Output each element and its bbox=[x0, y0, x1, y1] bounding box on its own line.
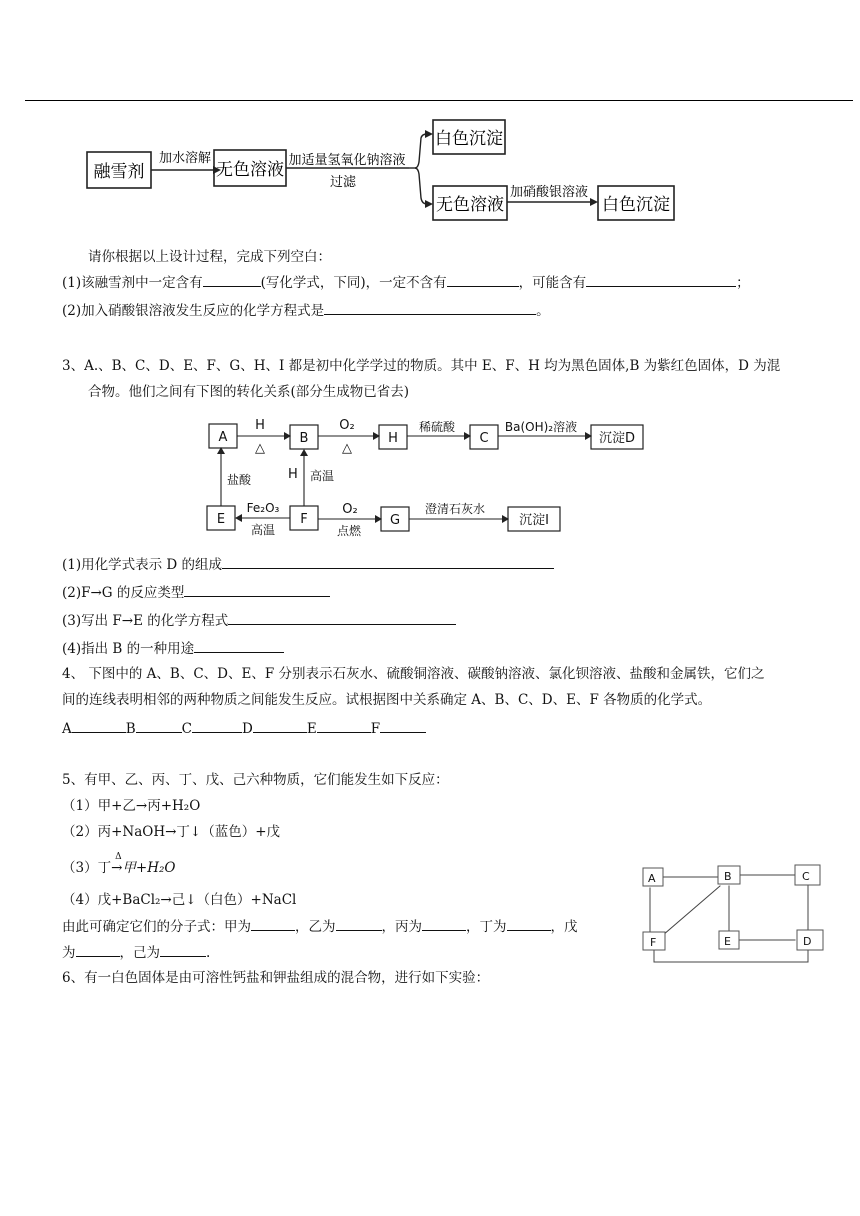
flow-arrow2-sub: 过滤 bbox=[329, 175, 357, 190]
svg-text:高温: 高温 bbox=[310, 469, 335, 483]
node-E: E bbox=[216, 512, 226, 527]
node-I: 沉淀I bbox=[519, 513, 549, 528]
q4-blank-E[interactable] bbox=[317, 720, 371, 733]
q5-blank-bing[interactable] bbox=[422, 918, 466, 931]
svg-text:稀硫酸: 稀硫酸 bbox=[418, 420, 456, 434]
q5-reaction3: （3）丁 Δ →甲+H₂O bbox=[62, 852, 176, 876]
q3-transformation-diagram bbox=[200, 412, 660, 542]
q3-sub1 bbox=[62, 556, 554, 573]
q5-blank-jia[interactable] bbox=[251, 918, 295, 931]
q3-sub4 bbox=[62, 640, 284, 657]
q5-intro: 5、有甲、乙、丙、丁、戊、己六种物质，它们能发生如下反应： bbox=[62, 772, 449, 788]
q4-line1: 4、 下图中的 A、B、C、D、E、F 分别表示石灰水、硫酸铜溶液、碳酸钠溶液、氯化钡溶液、盐酸和金属铁，它们之 bbox=[62, 666, 765, 682]
header-rule bbox=[25, 100, 853, 101]
q2-line2 bbox=[62, 302, 550, 319]
svg-text:点燃: 点燃 bbox=[336, 524, 362, 538]
q4-blank-B[interactable] bbox=[136, 720, 182, 733]
flow-filtrate-box: 无色溶液 bbox=[436, 195, 504, 215]
q4-blank-D[interactable] bbox=[253, 720, 307, 733]
q2-blank-mustnot[interactable] bbox=[447, 274, 519, 287]
node-D: 沉淀D bbox=[598, 431, 636, 446]
q3-blank-use[interactable] bbox=[194, 640, 284, 653]
svg-text:O₂: O₂ bbox=[342, 502, 358, 517]
node-G: G bbox=[389, 513, 401, 528]
q5-blank-ding[interactable] bbox=[507, 918, 551, 931]
svg-text:盐酸: 盐酸 bbox=[227, 473, 252, 487]
svg-text:Ba(OH)₂溶液: Ba(OH)₂溶液 bbox=[504, 420, 578, 434]
q4-node-E: E bbox=[724, 935, 731, 948]
q2-line2-end: 。 bbox=[536, 303, 550, 319]
q3-sub3 bbox=[62, 612, 456, 629]
node-B: B bbox=[299, 431, 309, 446]
q5-reaction1: （1）甲+乙→丙+H₂O bbox=[62, 798, 201, 814]
svg-text:△: △ bbox=[342, 441, 352, 456]
q4-answers: A B C D E F bbox=[62, 720, 426, 737]
q2-intro: 请你根据以上设计过程，完成下列空白： bbox=[88, 249, 331, 265]
q4-node-F: F bbox=[650, 936, 657, 949]
svg-text:△: △ bbox=[255, 441, 265, 456]
q4-blank-A[interactable] bbox=[72, 720, 126, 733]
node-A: A bbox=[218, 430, 228, 445]
q4-blank-F[interactable] bbox=[380, 720, 426, 733]
node-H: H bbox=[388, 431, 398, 446]
q5-blank-wu[interactable] bbox=[76, 944, 120, 957]
q5-reaction4: （4）戊+BaCl₂→己↓（白色）+NaCl bbox=[62, 892, 297, 908]
svg-text:高温: 高温 bbox=[250, 523, 276, 537]
q2-line2-text: (2)加入硝酸银溶液发生反应的化学方程式是 bbox=[62, 303, 325, 319]
q2-blank-equation[interactable] bbox=[324, 302, 536, 315]
q2-blank-maybe[interactable] bbox=[586, 274, 736, 287]
q2-line1 bbox=[62, 274, 750, 291]
flow-arrow3-label: 加硝酸银溶液 bbox=[509, 185, 589, 200]
q2-line1-a: (1)该融雪剂中一定含有 bbox=[62, 275, 203, 291]
svg-text:O₂: O₂ bbox=[339, 418, 355, 433]
q3-sub1-text: (1)用化学式表示 D 的组成 bbox=[62, 557, 223, 573]
q4-node-C: C bbox=[802, 870, 810, 883]
snow-melt-flowchart bbox=[85, 112, 685, 232]
q3-blank-equation[interactable] bbox=[228, 612, 456, 625]
svg-text:H: H bbox=[288, 467, 298, 482]
q4-relation-diagram bbox=[636, 860, 828, 968]
q2-line1-b: (写化学式，下同)，一定不含有 bbox=[260, 275, 447, 291]
node-F: F bbox=[300, 512, 308, 527]
q4-node-A: A bbox=[648, 872, 656, 885]
q3-sub4-text: (4)指出 B 的一种用途 bbox=[62, 641, 195, 657]
q6-line: 6、有一白色固体是由可溶性钙盐和钾盐组成的混合物，进行如下实验： bbox=[62, 970, 490, 986]
flow-start-box: 融雪剂 bbox=[93, 162, 145, 182]
q3-intro-line1: 3、A.、B、C、D、E、F、G、H、I 都是初中化学学过的物质。其中 E、F、H 均为黑色固体,B 为紫红色固体，D 为混 bbox=[62, 358, 781, 374]
flow-arrow2-label: 加适量氢氧化钠溶液 bbox=[288, 153, 406, 168]
q3-sub2-text: (2)F→G 的反应类型 bbox=[62, 585, 185, 601]
q4-blank-C[interactable] bbox=[192, 720, 242, 733]
node-C: C bbox=[479, 431, 489, 446]
q4-node-B: B bbox=[724, 870, 732, 883]
q3-intro-line2: 合物。他们之间有下图的转化关系(部分生成物已省去) bbox=[88, 384, 410, 400]
q3-sub3-text: (3)写出 F→E 的化学方程式 bbox=[62, 613, 229, 629]
q4-node-D: D bbox=[803, 935, 812, 948]
q2-blank-must[interactable] bbox=[203, 274, 261, 287]
q3-sub2 bbox=[62, 584, 330, 601]
q5-answer-line2: 为 ，己为 . bbox=[62, 945, 211, 961]
q3-blank-reaction-type[interactable] bbox=[184, 584, 330, 597]
q2-line1-c: ，可能含有 bbox=[518, 275, 587, 291]
flow-precipitate-box: 白色沉淀 bbox=[435, 129, 503, 149]
flow-solution-box: 无色溶液 bbox=[216, 160, 284, 180]
flow-arrow1-label: 加水溶解 bbox=[158, 151, 212, 166]
svg-text:澄清石灰水: 澄清石灰水 bbox=[424, 502, 486, 516]
q5-reaction2: （2）丙+NaOH→丁↓（蓝色）+戊 bbox=[62, 824, 281, 840]
q5-answer-line1: 由此可确定它们的分子式：甲为 ，乙为 ，丙为 ，丁为 ，戊 bbox=[62, 919, 578, 935]
flow-final-box: 白色沉淀 bbox=[602, 195, 670, 215]
q3-blank-D[interactable] bbox=[222, 556, 554, 569]
q5-blank-yi[interactable] bbox=[336, 918, 382, 931]
q5-blank-ji[interactable] bbox=[160, 944, 206, 957]
q4-line2: 间的连线表明相邻的两种物质之间能发生反应。试根据图中关系确定 A、B、C、D、E、F 各物质的化学式。 bbox=[62, 692, 712, 708]
svg-text:H: H bbox=[255, 418, 265, 433]
svg-text:Fe₂O₃: Fe₂O₃ bbox=[246, 501, 280, 515]
q2-line1-end: ； bbox=[736, 275, 750, 291]
